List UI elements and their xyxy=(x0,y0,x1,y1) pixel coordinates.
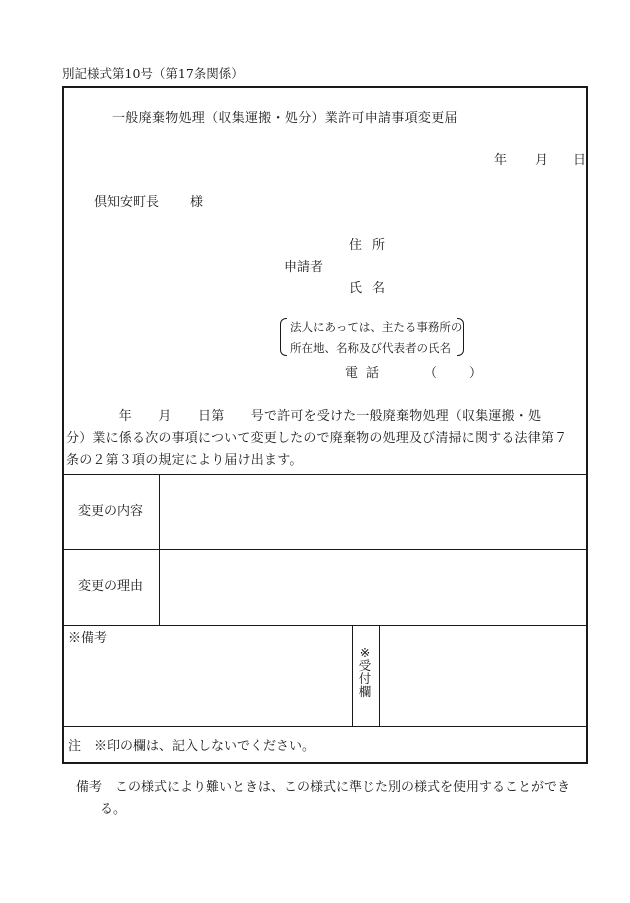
addressee-name: 倶知安町長 xyxy=(94,195,160,210)
date-day-label: 日 xyxy=(573,153,587,168)
body-line-3: 条の２第３項の規定により届け出ます。 xyxy=(66,453,303,468)
remarks-label: ※備考 xyxy=(68,631,108,646)
receipt-column-left-divider xyxy=(352,625,353,727)
label-column-divider xyxy=(159,474,160,626)
applicant-label: 申請者 xyxy=(284,260,324,275)
corporate-note-line-1: 法人にあっては、主たる事務所の xyxy=(290,320,463,334)
table-row-divider-2 xyxy=(63,625,588,626)
footer-remark-line-1: 備考 この様式により難いときは、この様式に準じた別の様式を使用することができ xyxy=(76,780,571,795)
body-line-2: 分）業に係る次の事項について変更したので廃棄物の処理及び清掃に関する法律第７ xyxy=(66,431,568,446)
corporate-note-left-bracket xyxy=(280,318,287,356)
corporate-note-line-2: 所在地、名称及び代表者の氏名 xyxy=(290,341,451,355)
phone-label: 電話 xyxy=(345,366,388,381)
table-top-divider xyxy=(63,474,588,475)
addressee-honorific: 様 xyxy=(190,195,204,210)
address-label: 住所 xyxy=(349,238,396,253)
notification-body xyxy=(66,406,586,472)
receipt-char-1: ※ xyxy=(359,645,371,660)
change-content-field[interactable] xyxy=(161,476,586,548)
receipt-char-3: 付 xyxy=(358,671,372,686)
footer-remark-line-2: る。 xyxy=(100,802,127,817)
change-content-label: 変更の内容 xyxy=(78,504,144,519)
table-row-divider-3 xyxy=(63,726,588,727)
phone-paren-open: （ xyxy=(424,366,438,381)
receipt-label xyxy=(356,646,374,698)
receipt-char-4: 欄 xyxy=(358,684,372,699)
change-reason-field[interactable] xyxy=(161,551,586,624)
body-line-1: 年 月 日第 号で許可を受けた一般廃棄物処理（収集運搬・処 xyxy=(66,409,542,424)
corporate-note-right-bracket xyxy=(457,318,464,356)
note-text: 注 ※印の欄は、記入しないでください。 xyxy=(68,739,316,754)
table-row-divider-1 xyxy=(63,549,588,550)
date-year-label: 年 xyxy=(494,153,508,168)
receipt-field xyxy=(381,627,586,725)
receipt-char-2: 受 xyxy=(358,658,372,673)
receipt-column-right-divider xyxy=(379,625,380,727)
form-number: 別記様式第10号（第17条関係） xyxy=(62,66,244,81)
form-title: 一般廃棄物処理（収集運搬・処分）業許可申請事項変更届 xyxy=(112,111,458,126)
remarks-field[interactable] xyxy=(64,627,351,725)
phone-paren-close: ） xyxy=(469,366,483,381)
date-month-label: 月 xyxy=(535,153,549,168)
change-reason-label: 変更の理由 xyxy=(78,579,144,594)
name-label: 氏名 xyxy=(349,281,396,296)
